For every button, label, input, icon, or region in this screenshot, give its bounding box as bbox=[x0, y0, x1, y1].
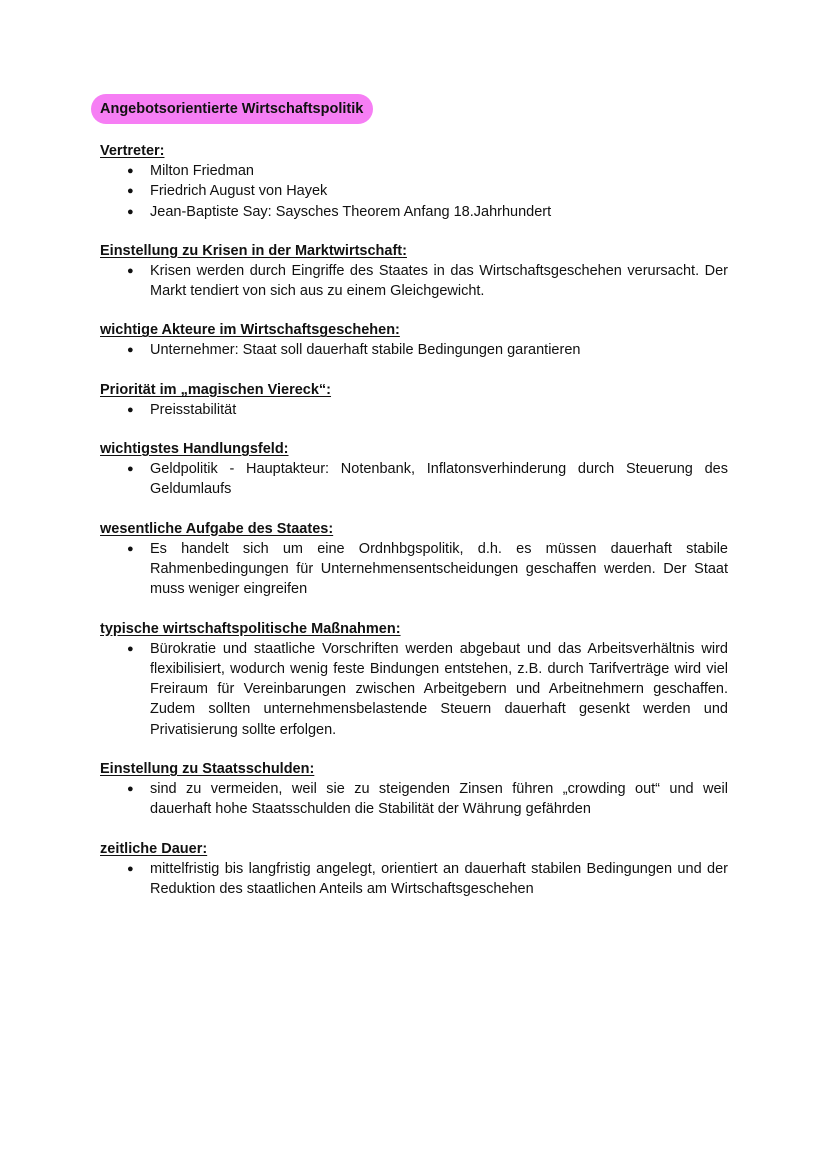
list-item bbox=[100, 459, 728, 500]
bullet-icon: ● bbox=[127, 185, 134, 198]
section bbox=[100, 241, 728, 302]
section-heading: wichtige Akteure im Wirtschaftsgeschehen: bbox=[100, 322, 400, 339]
bullet-list bbox=[100, 340, 728, 360]
list-item bbox=[100, 261, 728, 302]
bullet-list bbox=[100, 539, 728, 600]
section bbox=[100, 619, 728, 740]
list-item-text: Unternehmer: Staat soll dauerhaft stabile Bedingungen garantieren bbox=[150, 342, 581, 359]
list-item bbox=[100, 539, 728, 600]
bullet-icon: ● bbox=[127, 264, 134, 277]
section-heading: Vertreter: bbox=[100, 143, 165, 159]
bullet-list bbox=[100, 459, 728, 500]
bullet-list bbox=[100, 261, 728, 302]
section bbox=[100, 839, 728, 900]
bullet-icon: ● bbox=[127, 165, 134, 177]
bullet-icon: ● bbox=[127, 862, 134, 875]
bullet-icon: ● bbox=[127, 205, 134, 218]
section bbox=[100, 439, 728, 500]
list-item bbox=[100, 181, 728, 201]
bullet-icon: ● bbox=[127, 642, 134, 655]
list-item bbox=[100, 779, 728, 820]
bullet-list bbox=[100, 779, 728, 820]
sections-container bbox=[100, 141, 728, 918]
list-item bbox=[100, 202, 728, 222]
section-heading: zeitliche Dauer: bbox=[100, 840, 208, 857]
bullet-icon: ● bbox=[127, 344, 134, 357]
bullet-icon: ● bbox=[127, 403, 134, 416]
list-item-text: Bürokratie und staatliche Vorschriften werden abgebaut und das Arbeitsverhältnis wird flexibilisiert, wodurch wenig feste Bindungen entstehen, z.B. durch Tarifverträge wird viel Freiraum für Vereinbarungen zwischen Arbeitgebern und Arbeitnehmern geschaffen. Zudem sollten unternehmensbelastende Steuern dauerhaft gesenkt werden und Privatisierung sollte erfolgen. bbox=[150, 640, 728, 738]
page-title: Angebotsorientierte Wirtschaftspolitik bbox=[91, 94, 373, 124]
section-heading: typische wirtschaftspolitische Maßnahmen: bbox=[100, 620, 401, 637]
list-item-text: Es handelt sich um eine Ordnhbgspolitik, d.h. es müssen dauerhaft stabile Rahmenbedingungen für Unternehmensentscheidungen geschaffen werden. Der Staat muss weniger eingreifen bbox=[150, 540, 728, 598]
bullet-icon: ● bbox=[127, 542, 134, 555]
bullet-icon: ● bbox=[127, 463, 134, 476]
section-heading: wichtigstes Handlungsfeld: bbox=[100, 441, 289, 458]
bullet-icon: ● bbox=[127, 783, 134, 796]
section bbox=[100, 141, 728, 222]
section bbox=[100, 759, 728, 820]
list-item bbox=[100, 639, 728, 740]
bullet-list bbox=[100, 400, 728, 420]
list-item-text: Milton Friedman bbox=[150, 163, 254, 179]
section bbox=[100, 320, 728, 360]
section-heading: Einstellung zu Krisen in der Marktwirtschaft: bbox=[100, 242, 407, 259]
list-item-text: Jean-Baptiste Say: Saysches Theorem Anfang 18.Jahrhundert bbox=[150, 203, 552, 220]
list-item-text: Friedrich August von Hayek bbox=[150, 183, 328, 200]
list-item-text: Krisen werden durch Eingriffe des Staates in das Wirtschaftsgeschehen verursacht. Der Markt tendiert von sich aus zu einem Gleichgewicht. bbox=[150, 262, 728, 300]
section bbox=[100, 380, 728, 420]
bullet-list bbox=[100, 161, 728, 222]
list-item bbox=[100, 340, 728, 360]
list-item-text: Geldpolitik - Hauptakteur: Notenbank, Inflatonsverhinderung durch Steuerung des Geldumlaufs bbox=[150, 461, 728, 498]
section-heading: Priorität im „magischen Viereck“: bbox=[100, 381, 332, 398]
list-item bbox=[100, 161, 728, 181]
list-item-text: sind zu vermeiden, weil sie zu steigenden Zinsen führen „crowding out“ und weil dauerhaft hohe Staatsschulden die Stabilität der Währung gefährden bbox=[150, 781, 728, 818]
section bbox=[100, 519, 728, 600]
list-item-text: mittelfristig bis langfristig angelegt, orientiert an dauerhaft stabilen Bedingungen und der Reduktion des staatlichen Anteils am Wirtschaftsgeschehen bbox=[150, 860, 728, 897]
section-heading: wesentliche Aufgabe des Staates: bbox=[100, 520, 334, 537]
bullet-list bbox=[100, 639, 728, 740]
bullet-list bbox=[100, 859, 728, 900]
section-heading: Einstellung zu Staatsschulden: bbox=[100, 761, 315, 778]
list-item bbox=[100, 400, 728, 420]
list-item bbox=[100, 859, 728, 900]
list-item-text: Preisstabilität bbox=[150, 401, 237, 418]
